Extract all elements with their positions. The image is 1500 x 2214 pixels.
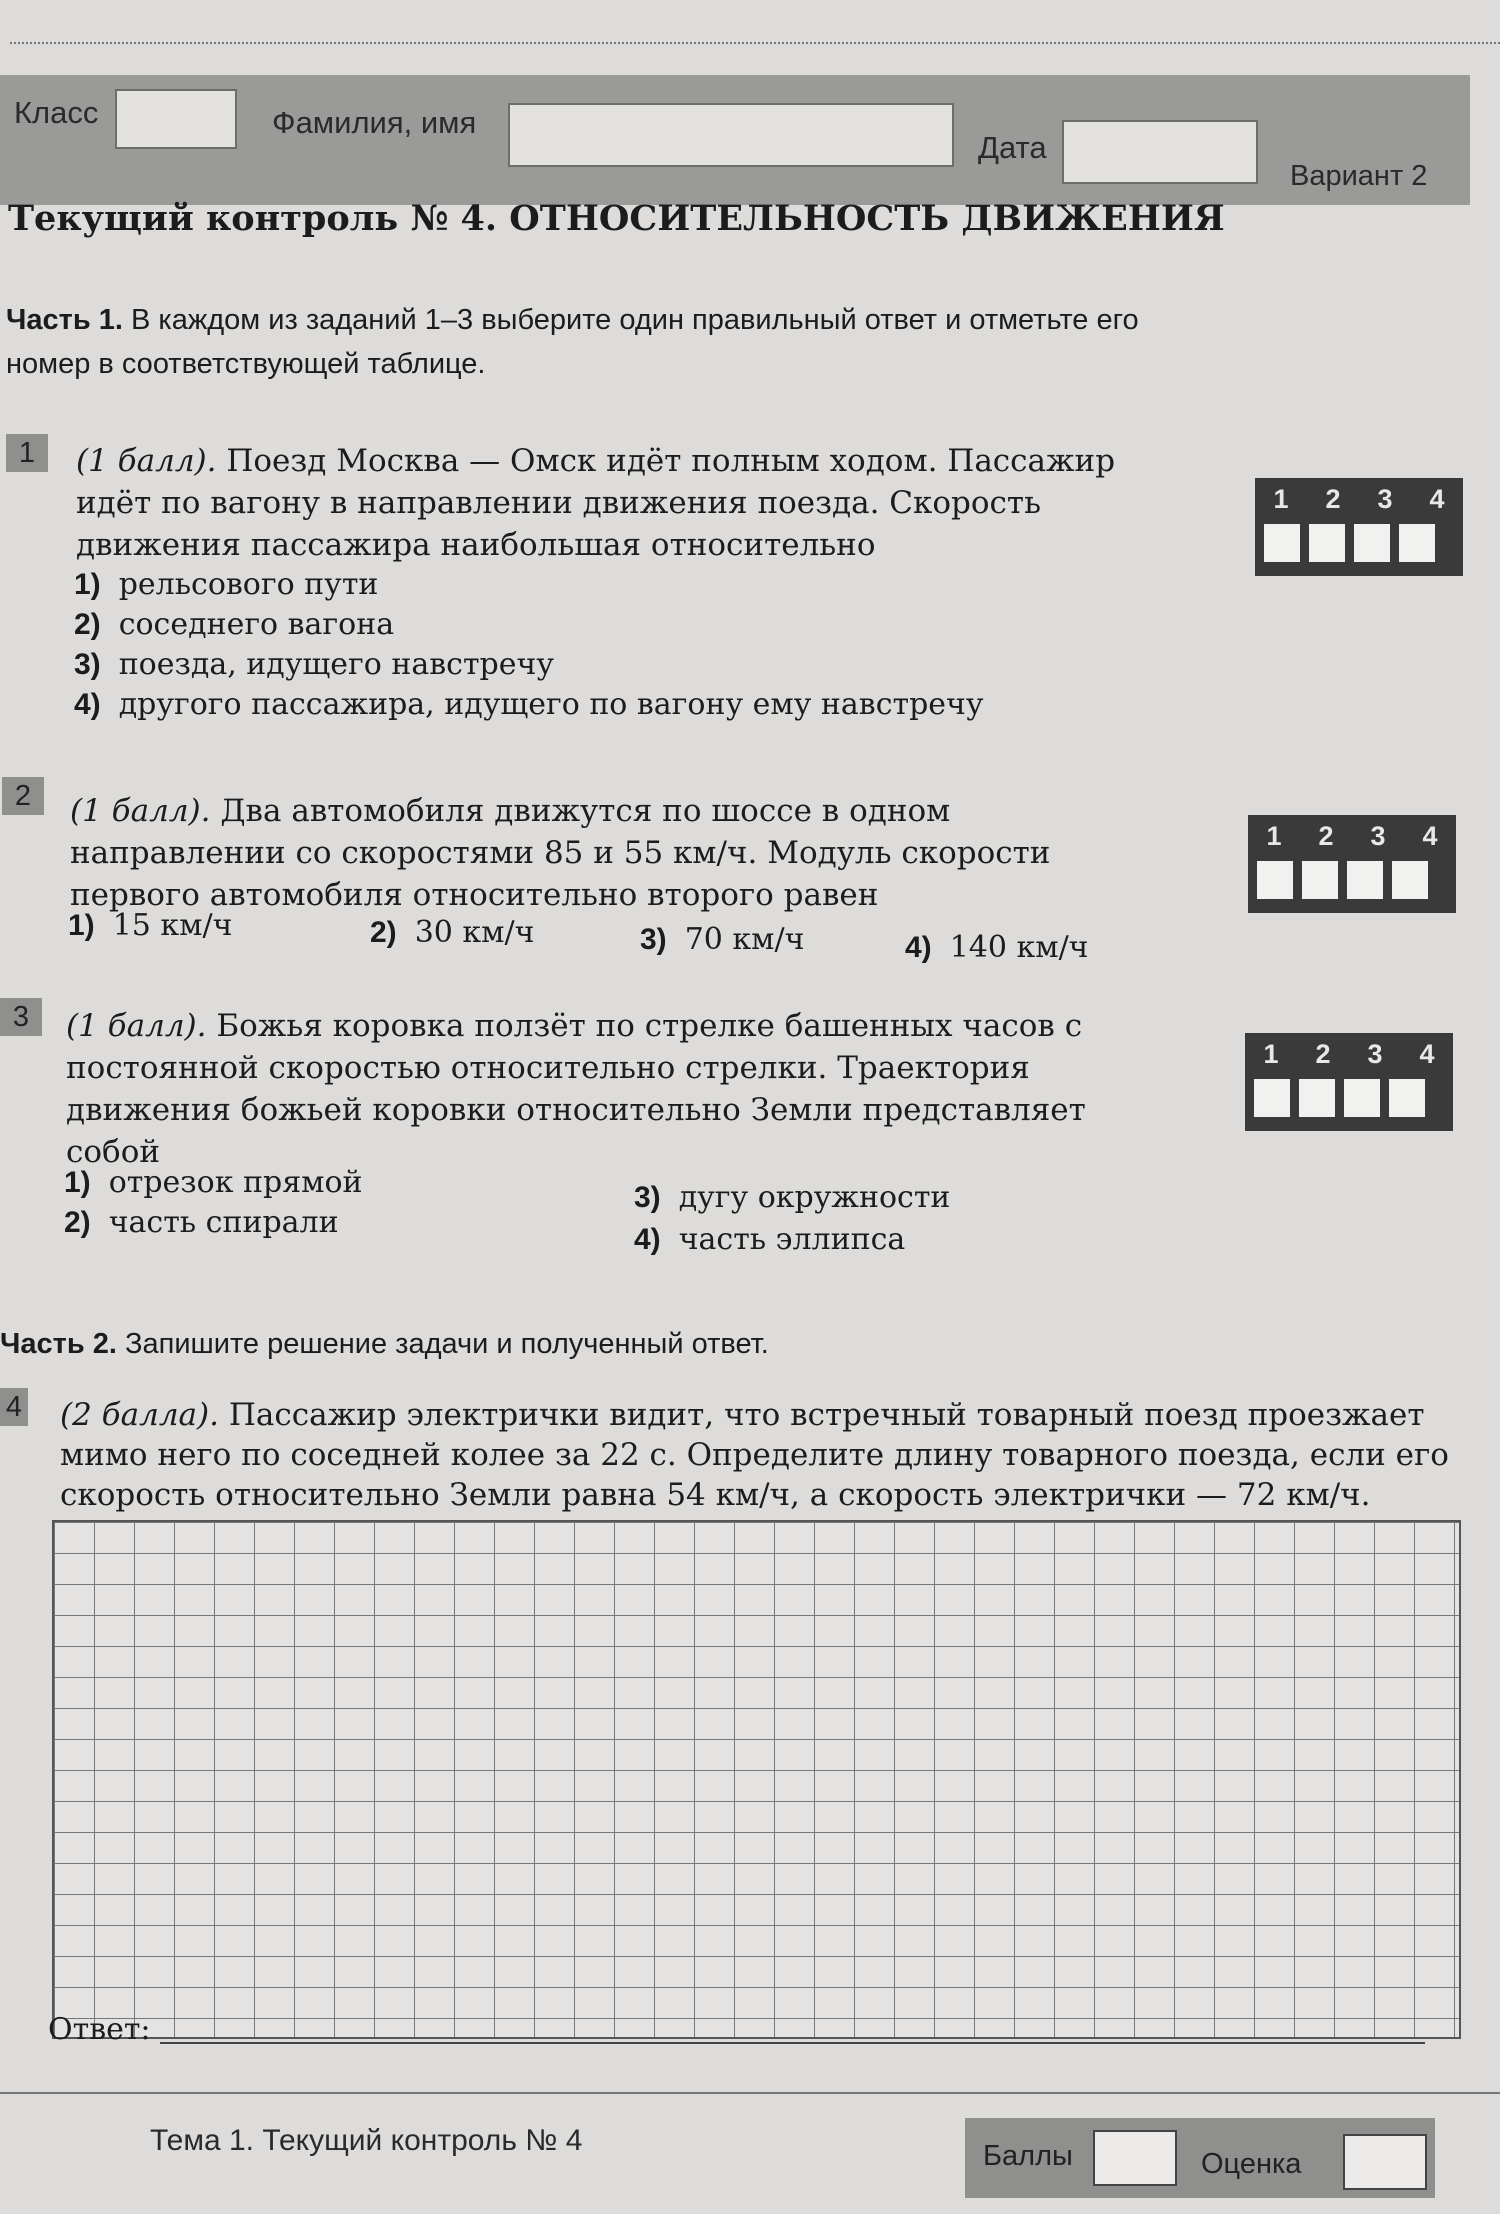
question-1-option-2: 2) соседнего вагона: [74, 607, 395, 642]
q2-answer-cell-1[interactable]: [1257, 861, 1293, 899]
q1-answer-cell-1[interactable]: [1264, 524, 1300, 562]
name-field[interactable]: [508, 103, 954, 167]
question-3-number: 3: [0, 998, 42, 1036]
date-field[interactable]: [1062, 120, 1258, 184]
part2-instructions: [0, 1322, 1140, 1366]
question-1-body: Поезд Москва — Омск идёт полным ходом. Пассажир идёт по вагону в направлении движения поезда. Скорость движения пассажира наибольшая относительно: [76, 443, 1116, 563]
footer-score-bar: [965, 2118, 1435, 2198]
part1-instructions: [6, 298, 1146, 386]
question-1-answer-box: 1 2 3 4: [1255, 478, 1463, 576]
name-label: Фамилия, имя: [272, 105, 477, 140]
question-2-answer-box: 1 2 3 4: [1248, 815, 1456, 913]
question-3-text: [66, 1005, 1126, 1173]
date-label: Дата: [978, 130, 1047, 165]
question-3-body: Божья коровка ползёт по стрелке башенных часов с постоянной скоростью относительно стрелки. Траектория движения божьей коровки относительно Земли представляет собой: [66, 1008, 1086, 1170]
question-4-body: Пассажир электрички видит, что встречный товарный поезд проезжает мимо него по соседней колее за 22 с. Определите длину товарного поезда, если его скорость относительно Земли равна 54 км/ч, а скорость электрички — 72 км/ч.: [60, 1397, 1449, 1513]
score-label: Баллы: [983, 2140, 1073, 2172]
solution-grid[interactable]: [52, 1520, 1461, 2039]
part2-lead: Часть 2.: [0, 1328, 117, 1360]
part1-text: В каждом из заданий 1–3 выберите один правильный ответ и отметьте его номер в соответствующей таблице.: [6, 304, 1139, 380]
q3-answer-cell-2[interactable]: [1299, 1079, 1335, 1117]
q1-answer-cell-4[interactable]: [1399, 524, 1435, 562]
page-title: Текущий контроль № 4. ОТНОСИТЕЛЬНОСТЬ ДВИЖЕНИЯ: [8, 198, 1225, 239]
part1-lead: Часть 1.: [6, 304, 123, 336]
question-3-option-4: 4) часть эллипса: [634, 1222, 906, 1257]
question-4-points: (2 балла).: [60, 1397, 219, 1433]
header-bar: [0, 75, 1470, 205]
grade-label: Оценка: [1201, 2148, 1302, 2180]
class-field[interactable]: [115, 89, 237, 149]
question-2-option-3: 3) 70 км/ч: [640, 922, 805, 957]
question-4-text: [60, 1395, 1460, 1515]
question-3-option-3: 3) дугу окружности: [634, 1180, 951, 1215]
q2-answer-cell-2[interactable]: [1302, 861, 1338, 899]
answer-line[interactable]: [160, 2042, 1425, 2044]
q1-answer-cell-2[interactable]: [1309, 524, 1345, 562]
q3-answer-cell-4[interactable]: [1389, 1079, 1425, 1117]
answer-label: Ответ:: [48, 2012, 151, 2047]
question-1-points: (1 балл).: [76, 443, 217, 479]
score-field[interactable]: [1093, 2130, 1177, 2186]
question-2-points: (1 балл).: [70, 793, 211, 829]
question-3-option-1: 1) отрезок прямой: [64, 1165, 363, 1200]
question-2-option-4: 4) 140 км/ч: [905, 930, 1089, 965]
question-2-option-1: 1) 15 км/ч: [68, 908, 233, 943]
question-2-text: [70, 790, 1130, 916]
variant-label: Вариант 2: [1290, 160, 1428, 192]
footer-topic: Тема 1. Текущий контроль № 4: [150, 2124, 583, 2157]
q1-answer-cell-3[interactable]: [1354, 524, 1390, 562]
question-4-number: 4: [0, 1388, 28, 1426]
question-2-option-2: 2) 30 км/ч: [370, 915, 535, 950]
q3-answer-cell-3[interactable]: [1344, 1079, 1380, 1117]
question-1-option-1: 1) рельсового пути: [74, 567, 379, 602]
cut-line: [10, 42, 1500, 44]
question-1-option-4: 4) другого пассажира, идущего по вагону ему навстречу: [74, 687, 984, 722]
question-3-points: (1 балл).: [66, 1008, 207, 1044]
question-2-body: Два автомобиля движутся по шоссе в одном направлении со скоростями 85 и 55 км/ч. Модуль скорости первого автомобиля относительно второго равен: [70, 793, 1051, 913]
q3-answer-cell-1[interactable]: [1254, 1079, 1290, 1117]
footer-divider: [0, 2092, 1500, 2094]
question-2-number: 2: [2, 777, 44, 815]
question-1-option-3: 3) поезда, идущего навстречу: [74, 647, 554, 682]
question-3-answer-box: 1 2 3 4: [1245, 1033, 1453, 1131]
class-label: Класс: [14, 95, 99, 130]
q2-answer-cell-3[interactable]: [1347, 861, 1383, 899]
question-3-option-2: 2) часть спирали: [64, 1205, 339, 1240]
part2-text: Запишите решение задачи и полученный ответ.: [124, 1328, 769, 1360]
q2-answer-cell-4[interactable]: [1392, 861, 1428, 899]
question-1-text: [76, 440, 1126, 566]
question-1-number: 1: [6, 434, 48, 472]
grade-field[interactable]: [1343, 2134, 1427, 2190]
